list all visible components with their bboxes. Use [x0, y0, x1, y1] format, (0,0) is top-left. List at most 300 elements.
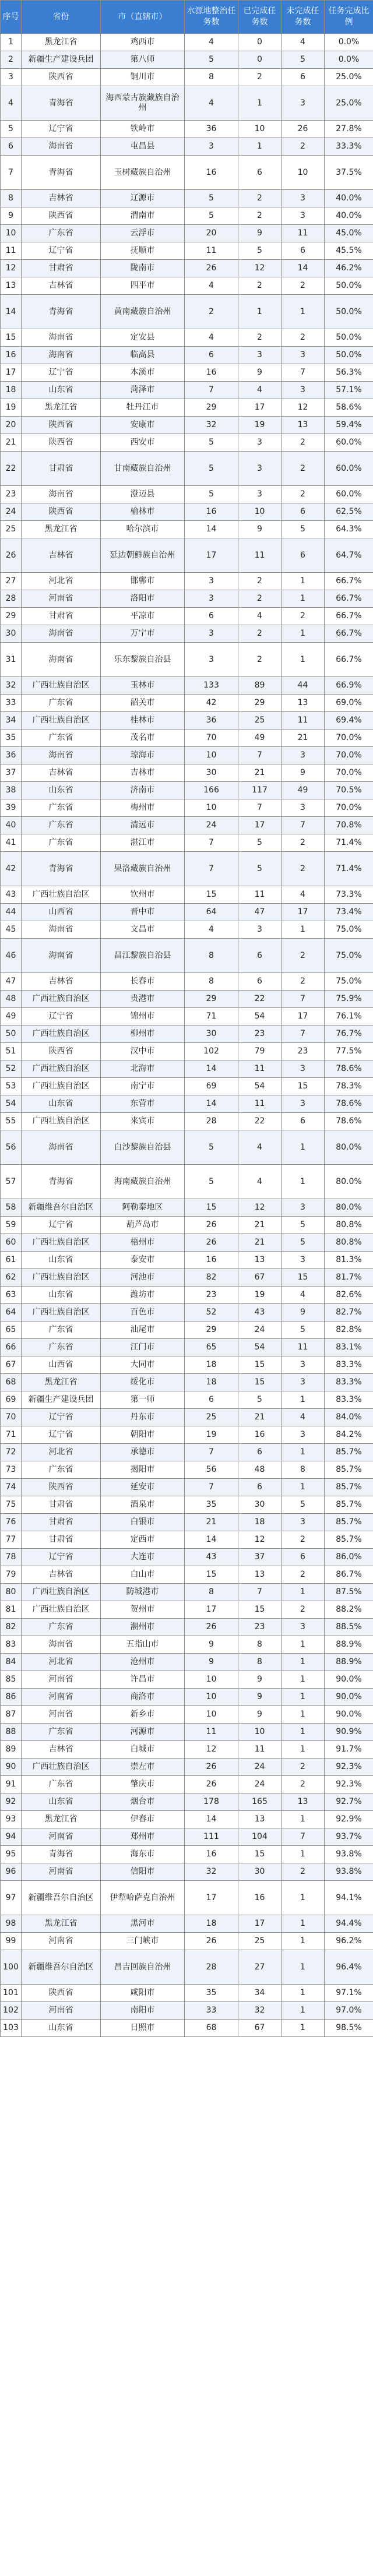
cell-city: 菏泽市	[101, 382, 185, 399]
cell-no: 60	[1, 1234, 22, 1252]
cell-province: 青海省	[22, 852, 101, 886]
cell-undone-tasks: 2	[281, 1776, 325, 1793]
cell-city: 渭南市	[101, 207, 185, 225]
cell-total-tasks: 11	[185, 1724, 238, 1741]
table-row	[1, 156, 373, 190]
header-city: 市（直辖市）	[101, 1, 185, 34]
header-province: 省份	[22, 1, 101, 34]
table-row	[1, 764, 373, 782]
cell-done-tasks: 89	[238, 677, 281, 695]
cell-done-tasks: 54	[238, 1078, 281, 1095]
cell-province: 山东省	[22, 1793, 101, 1811]
cell-total-tasks: 6	[185, 347, 238, 364]
cell-no: 43	[1, 886, 22, 904]
cell-undone-tasks: 5	[281, 1496, 325, 1514]
cell-province: 海南省	[22, 625, 101, 643]
cell-completion-ratio: 94.1%	[325, 1881, 373, 1915]
cell-province: 辽宁省	[22, 1426, 101, 1444]
cell-done-tasks: 19	[238, 1287, 281, 1304]
table-row	[1, 1933, 373, 1950]
cell-total-tasks: 21	[185, 1514, 238, 1531]
cell-done-tasks: 67	[238, 2020, 281, 2037]
cell-undone-tasks: 3	[281, 1514, 325, 1531]
cell-city: 三门峡市	[101, 1933, 185, 1950]
cell-province: 新疆维吾尔自治区	[22, 1199, 101, 1217]
cell-done-tasks: 4	[238, 1130, 281, 1165]
table-row	[1, 1269, 373, 1287]
cell-completion-ratio: 71.4%	[325, 852, 373, 886]
cell-no: 59	[1, 1217, 22, 1234]
table-row	[1, 730, 373, 747]
cell-city: 许昌市	[101, 1671, 185, 1689]
cell-undone-tasks: 1	[281, 1950, 325, 1985]
cell-undone-tasks: 8	[281, 1461, 325, 1479]
cell-total-tasks: 4	[185, 277, 238, 295]
cell-city: 文昌市	[101, 921, 185, 939]
table-row	[1, 452, 373, 486]
cell-completion-ratio: 66.7%	[325, 590, 373, 608]
cell-city: 百色市	[101, 1304, 185, 1322]
cell-total-tasks: 26	[185, 1776, 238, 1793]
cell-city: 贵港市	[101, 991, 185, 1008]
cell-completion-ratio: 78.6%	[325, 1095, 373, 1113]
cell-done-tasks: 1	[238, 138, 281, 156]
cell-city: 绥化市	[101, 1374, 185, 1391]
cell-completion-ratio: 73.3%	[325, 886, 373, 904]
cell-completion-ratio: 97.0%	[325, 2002, 373, 2020]
cell-total-tasks: 32	[185, 1863, 238, 1881]
cell-undone-tasks: 17	[281, 904, 325, 921]
cell-undone-tasks: 2	[281, 1531, 325, 1549]
cell-no: 35	[1, 730, 22, 747]
table-row	[1, 1217, 373, 1234]
cell-no: 75	[1, 1496, 22, 1514]
cell-province: 黑龙江省	[22, 1374, 101, 1391]
cell-total-tasks: 11	[185, 242, 238, 260]
cell-undone-tasks: 2	[281, 1759, 325, 1776]
cell-total-tasks: 26	[185, 260, 238, 277]
cell-completion-ratio: 86.7%	[325, 1566, 373, 1584]
cell-total-tasks: 15	[185, 1199, 238, 1217]
cell-completion-ratio: 45.0%	[325, 225, 373, 242]
cell-province: 黑龙江省	[22, 1811, 101, 1828]
cell-city: 海西蒙古族藏族自治州	[101, 86, 185, 121]
cell-province: 新疆维吾尔自治区	[22, 1950, 101, 1985]
cell-completion-ratio: 75.0%	[325, 921, 373, 939]
cell-done-tasks: 17	[238, 399, 281, 417]
cell-total-tasks: 68	[185, 2020, 238, 2037]
cell-no: 27	[1, 573, 22, 590]
cell-total-tasks: 70	[185, 730, 238, 747]
cell-undone-tasks: 9	[281, 764, 325, 782]
cell-no: 50	[1, 1026, 22, 1043]
table-row	[1, 1304, 373, 1322]
cell-province: 广东省	[22, 1776, 101, 1793]
cell-city: 屯昌县	[101, 138, 185, 156]
cell-no: 48	[1, 991, 22, 1008]
cell-completion-ratio: 85.7%	[325, 1531, 373, 1549]
cell-province: 广东省	[22, 1724, 101, 1741]
cell-total-tasks: 36	[185, 712, 238, 730]
cell-province: 新疆生产建设兵团	[22, 1391, 101, 1409]
cell-completion-ratio: 45.5%	[325, 242, 373, 260]
cell-no: 2	[1, 51, 22, 69]
cell-total-tasks: 14	[185, 521, 238, 538]
cell-city: 玉林市	[101, 677, 185, 695]
cell-total-tasks: 4	[185, 86, 238, 121]
cell-done-tasks: 5	[238, 834, 281, 852]
cell-city: 北海市	[101, 1060, 185, 1078]
cell-city: 贺州市	[101, 1601, 185, 1619]
cell-done-tasks: 67	[238, 1269, 281, 1287]
cell-done-tasks: 4	[238, 608, 281, 625]
cell-no: 24	[1, 503, 22, 521]
cell-done-tasks: 2	[238, 573, 281, 590]
cell-total-tasks: 18	[185, 1356, 238, 1374]
cell-no: 79	[1, 1566, 22, 1584]
table-row	[1, 1199, 373, 1217]
cell-total-tasks: 14	[185, 1060, 238, 1078]
cell-province: 广东省	[22, 1461, 101, 1479]
cell-total-tasks: 10	[185, 1689, 238, 1706]
cell-province: 广西壮族自治区	[22, 712, 101, 730]
cell-province: 广东省	[22, 1619, 101, 1636]
table-row	[1, 1619, 373, 1636]
cell-city: 河源市	[101, 1724, 185, 1741]
cell-total-tasks: 17	[185, 1881, 238, 1915]
table-row	[1, 1793, 373, 1811]
cell-undone-tasks: 44	[281, 677, 325, 695]
cell-no: 8	[1, 190, 22, 207]
cell-done-tasks: 9	[238, 1689, 281, 1706]
cell-city: 汉中市	[101, 1043, 185, 1060]
cell-total-tasks: 7	[185, 382, 238, 399]
cell-province: 河南省	[22, 1828, 101, 1846]
cell-province: 陕西省	[22, 503, 101, 521]
cell-undone-tasks: 3	[281, 1060, 325, 1078]
cell-undone-tasks: 4	[281, 1409, 325, 1426]
cell-province: 陕西省	[22, 1985, 101, 2002]
cell-province: 吉林省	[22, 538, 101, 573]
cell-city: 烟台市	[101, 1793, 185, 1811]
cell-undone-tasks: 1	[281, 1584, 325, 1601]
cell-total-tasks: 56	[185, 1461, 238, 1479]
cell-undone-tasks: 2	[281, 434, 325, 452]
cell-done-tasks: 0	[238, 34, 281, 51]
cell-undone-tasks: 1	[281, 295, 325, 329]
cell-done-tasks: 21	[238, 764, 281, 782]
cell-done-tasks: 27	[238, 1950, 281, 1985]
cell-city: 白银市	[101, 1514, 185, 1531]
cell-no: 99	[1, 1933, 22, 1950]
cell-no: 71	[1, 1426, 22, 1444]
cell-province: 海南省	[22, 921, 101, 939]
cell-city: 咸阳市	[101, 1985, 185, 2002]
cell-done-tasks: 0	[238, 51, 281, 69]
cell-province: 辽宁省	[22, 1549, 101, 1566]
cell-total-tasks: 26	[185, 1759, 238, 1776]
cell-undone-tasks: 23	[281, 1043, 325, 1060]
cell-completion-ratio: 66.7%	[325, 643, 373, 677]
cell-undone-tasks: 3	[281, 86, 325, 121]
cell-done-tasks: 11	[238, 1095, 281, 1113]
table-row	[1, 1409, 373, 1426]
cell-no: 102	[1, 2002, 22, 2020]
cell-no: 25	[1, 521, 22, 538]
table-row	[1, 242, 373, 260]
cell-province: 广西壮族自治区	[22, 1026, 101, 1043]
cell-completion-ratio: 92.9%	[325, 1811, 373, 1828]
cell-completion-ratio: 77.5%	[325, 1043, 373, 1060]
cell-no: 83	[1, 1636, 22, 1654]
table-row	[1, 1671, 373, 1689]
cell-completion-ratio: 78.3%	[325, 1078, 373, 1095]
cell-total-tasks: 8	[185, 939, 238, 973]
cell-done-tasks: 48	[238, 1461, 281, 1479]
cell-no: 42	[1, 852, 22, 886]
cell-province: 辽宁省	[22, 364, 101, 382]
cell-done-tasks: 8	[238, 1636, 281, 1654]
cell-no: 100	[1, 1950, 22, 1985]
cell-done-tasks: 9	[238, 1706, 281, 1724]
cell-completion-ratio: 94.4%	[325, 1915, 373, 1933]
cell-completion-ratio: 88.9%	[325, 1636, 373, 1654]
cell-undone-tasks: 15	[281, 1078, 325, 1095]
cell-province: 甘肃省	[22, 260, 101, 277]
cell-province: 广西壮族自治区	[22, 1113, 101, 1130]
cell-undone-tasks: 5	[281, 51, 325, 69]
table-row	[1, 939, 373, 973]
cell-total-tasks: 9	[185, 1636, 238, 1654]
cell-province: 海南省	[22, 1130, 101, 1165]
cell-province: 广西壮族自治区	[22, 1078, 101, 1095]
header-row	[1, 1, 373, 34]
table-row	[1, 852, 373, 886]
cell-city: 葫芦岛市	[101, 1217, 185, 1234]
table-row	[1, 1461, 373, 1479]
cell-undone-tasks: 7	[281, 364, 325, 382]
cell-undone-tasks: 2	[281, 486, 325, 503]
cell-city: 潮州市	[101, 1619, 185, 1636]
cell-total-tasks: 7	[185, 834, 238, 852]
cell-undone-tasks: 3	[281, 1426, 325, 1444]
cell-total-tasks: 10	[185, 1671, 238, 1689]
cell-total-tasks: 7	[185, 852, 238, 886]
table-row	[1, 364, 373, 382]
cell-done-tasks: 43	[238, 1304, 281, 1322]
table-row	[1, 921, 373, 939]
cell-province: 青海省	[22, 1846, 101, 1863]
cell-completion-ratio: 85.7%	[325, 1514, 373, 1531]
cell-province: 甘肃省	[22, 452, 101, 486]
cell-completion-ratio: 92.7%	[325, 1793, 373, 1811]
cell-total-tasks: 8	[185, 69, 238, 86]
cell-no: 97	[1, 1881, 22, 1915]
cell-undone-tasks: 1	[281, 1933, 325, 1950]
cell-undone-tasks: 6	[281, 69, 325, 86]
cell-province: 河南省	[22, 1671, 101, 1689]
cell-no: 94	[1, 1828, 22, 1846]
cell-undone-tasks: 3	[281, 347, 325, 364]
cell-province: 黑龙江省	[22, 521, 101, 538]
cell-city: 洛阳市	[101, 590, 185, 608]
cell-city: 云浮市	[101, 225, 185, 242]
cell-total-tasks: 10	[185, 1706, 238, 1724]
cell-province: 山东省	[22, 2020, 101, 2037]
cell-city: 琼海市	[101, 747, 185, 764]
cell-completion-ratio: 50.0%	[325, 295, 373, 329]
cell-done-tasks: 6	[238, 939, 281, 973]
cell-completion-ratio: 83.1%	[325, 1339, 373, 1356]
table-row	[1, 1601, 373, 1619]
cell-done-tasks: 4	[238, 1165, 281, 1199]
cell-city: 晋中市	[101, 904, 185, 921]
table-header	[1, 1, 373, 34]
cell-completion-ratio: 78.6%	[325, 1060, 373, 1078]
cell-done-tasks: 37	[238, 1549, 281, 1566]
cell-city: 东营市	[101, 1095, 185, 1113]
cell-undone-tasks: 1	[281, 573, 325, 590]
cell-city: 长春市	[101, 973, 185, 991]
cell-province: 广东省	[22, 1322, 101, 1339]
header-done-tasks: 已完成任务数	[238, 1, 281, 34]
cell-completion-ratio: 92.3%	[325, 1759, 373, 1776]
cell-done-tasks: 34	[238, 1985, 281, 2002]
cell-undone-tasks: 1	[281, 625, 325, 643]
cell-completion-ratio: 84.2%	[325, 1426, 373, 1444]
cell-done-tasks: 22	[238, 1113, 281, 1130]
cell-total-tasks: 30	[185, 764, 238, 782]
cell-total-tasks: 166	[185, 782, 238, 799]
cell-city: 辽源市	[101, 190, 185, 207]
header-total-tasks: 水源地整治任务数	[185, 1, 238, 34]
cell-total-tasks: 3	[185, 590, 238, 608]
cell-province: 黑龙江省	[22, 399, 101, 417]
cell-done-tasks: 11	[238, 1060, 281, 1078]
cell-no: 70	[1, 1409, 22, 1426]
cell-completion-ratio: 80.0%	[325, 1199, 373, 1217]
cell-completion-ratio: 50.0%	[325, 329, 373, 347]
table-row	[1, 260, 373, 277]
cell-done-tasks: 6	[238, 1444, 281, 1461]
cell-total-tasks: 28	[185, 1113, 238, 1130]
cell-no: 98	[1, 1915, 22, 1933]
cell-undone-tasks: 1	[281, 1985, 325, 2002]
table-row	[1, 1356, 373, 1374]
cell-done-tasks: 15	[238, 1601, 281, 1619]
cell-no: 82	[1, 1619, 22, 1636]
cell-province: 吉林省	[22, 1741, 101, 1759]
cell-done-tasks: 1	[238, 86, 281, 121]
cell-province: 海南省	[22, 138, 101, 156]
cell-city: 肇庆市	[101, 1776, 185, 1793]
cell-total-tasks: 7	[185, 1444, 238, 1461]
table-body	[1, 34, 373, 2037]
cell-completion-ratio: 82.8%	[325, 1322, 373, 1339]
cell-undone-tasks: 1	[281, 1846, 325, 1863]
cell-completion-ratio: 66.7%	[325, 573, 373, 590]
cell-completion-ratio: 75.9%	[325, 991, 373, 1008]
cell-city: 新乡市	[101, 1706, 185, 1724]
cell-completion-ratio: 56.3%	[325, 364, 373, 382]
cell-completion-ratio: 91.7%	[325, 1741, 373, 1759]
cell-undone-tasks: 3	[281, 207, 325, 225]
cell-city: 伊犁哈萨克自治州	[101, 1881, 185, 1915]
cell-no: 9	[1, 207, 22, 225]
cell-undone-tasks: 1	[281, 1654, 325, 1671]
cell-total-tasks: 19	[185, 1426, 238, 1444]
table-row	[1, 1846, 373, 1863]
cell-city: 揭阳市	[101, 1461, 185, 1479]
table-row	[1, 1008, 373, 1026]
table-row	[1, 1479, 373, 1496]
cell-city: 榆林市	[101, 503, 185, 521]
table-row	[1, 51, 373, 69]
cell-undone-tasks: 7	[281, 1828, 325, 1846]
cell-no: 12	[1, 260, 22, 277]
cell-undone-tasks: 49	[281, 782, 325, 799]
cell-total-tasks: 7	[185, 1479, 238, 1496]
cell-total-tasks: 42	[185, 695, 238, 712]
cell-undone-tasks: 1	[281, 2002, 325, 2020]
cell-city: 钦州市	[101, 886, 185, 904]
cell-undone-tasks: 2	[281, 452, 325, 486]
cell-province: 青海省	[22, 295, 101, 329]
cell-completion-ratio: 69.4%	[325, 712, 373, 730]
cell-total-tasks: 14	[185, 1095, 238, 1113]
cell-completion-ratio: 75.0%	[325, 939, 373, 973]
cell-no: 49	[1, 1008, 22, 1026]
cell-done-tasks: 2	[238, 329, 281, 347]
cell-province: 广西壮族自治区	[22, 1269, 101, 1287]
cell-undone-tasks: 6	[281, 538, 325, 573]
cell-undone-tasks: 2	[281, 329, 325, 347]
cell-undone-tasks: 1	[281, 1915, 325, 1933]
table-row	[1, 1811, 373, 1828]
cell-province: 山东省	[22, 382, 101, 399]
cell-undone-tasks: 17	[281, 1008, 325, 1026]
cell-province: 海南省	[22, 1636, 101, 1654]
cell-province: 海南省	[22, 747, 101, 764]
header-no: 序号	[1, 1, 22, 34]
cell-total-tasks: 3	[185, 643, 238, 677]
cell-completion-ratio: 50.0%	[325, 347, 373, 364]
cell-undone-tasks: 1	[281, 1130, 325, 1165]
cell-undone-tasks: 5	[281, 1217, 325, 1234]
cell-completion-ratio: 40.0%	[325, 190, 373, 207]
cell-province: 河南省	[22, 1689, 101, 1706]
cell-completion-ratio: 82.7%	[325, 1304, 373, 1322]
cell-undone-tasks: 1	[281, 1479, 325, 1496]
cell-city: 大同市	[101, 1356, 185, 1374]
cell-city: 汕尾市	[101, 1322, 185, 1339]
cell-no: 74	[1, 1479, 22, 1496]
table-row	[1, 2020, 373, 2037]
cell-total-tasks: 2	[185, 295, 238, 329]
table-row	[1, 1566, 373, 1584]
table-row	[1, 2002, 373, 2020]
cell-undone-tasks: 3	[281, 1374, 325, 1391]
table-row	[1, 1287, 373, 1304]
cell-done-tasks: 23	[238, 1026, 281, 1043]
cell-done-tasks: 18	[238, 1514, 281, 1531]
cell-done-tasks: 2	[238, 643, 281, 677]
cell-no: 63	[1, 1287, 22, 1304]
cell-province: 山东省	[22, 1095, 101, 1113]
cell-city: 玉树藏族自治州	[101, 156, 185, 190]
cell-no: 26	[1, 538, 22, 573]
cell-done-tasks: 165	[238, 1793, 281, 1811]
